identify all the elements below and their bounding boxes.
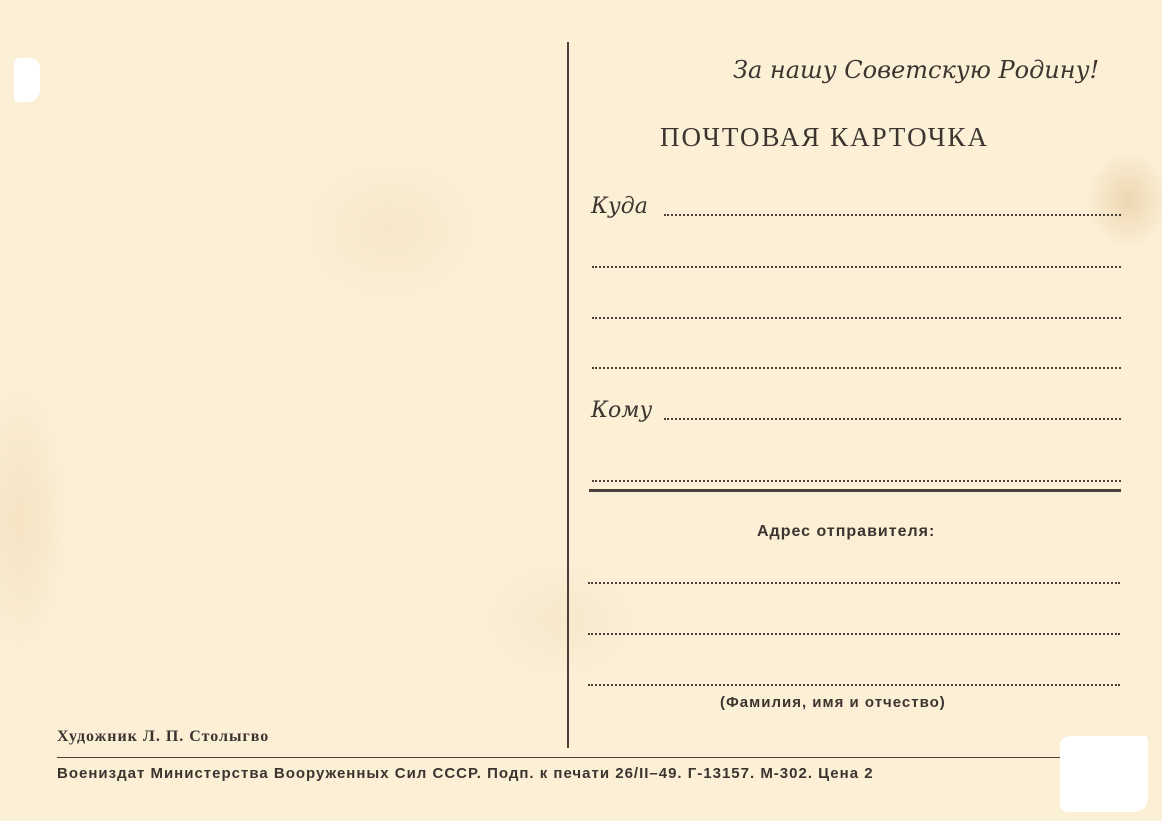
vertical-divider [567, 42, 569, 748]
to-whom-label: Кому [591, 398, 653, 423]
torn-corner-top-left [14, 58, 40, 102]
postcard-title: ПОЧТОВАЯ КАРТОЧКА [660, 122, 989, 152]
motto-text: За нашу Советскую Родину! [733, 56, 1100, 84]
sender-line-3[interactable] [588, 684, 1120, 686]
to-whom-line-2[interactable] [592, 480, 1121, 482]
sender-line-2[interactable] [588, 633, 1120, 635]
to-where-line-2[interactable] [592, 266, 1121, 268]
address-separator-rule [589, 489, 1121, 492]
publisher-imprint: Воениздат Министерства Вооруженных Сил СССР. Подп. к печати 26/II–49. Г-13157. М-302. Цена 2 [57, 765, 874, 782]
to-where-label: Куда [591, 194, 648, 219]
torn-corner-bottom-right [1060, 736, 1148, 812]
to-where-line-3[interactable] [592, 317, 1121, 319]
footer-rule [57, 757, 1060, 758]
to-whom-line-1[interactable] [664, 418, 1121, 420]
sender-name-hint: (Фамилия, имя и отчество) [720, 694, 946, 711]
to-where-line-1[interactable] [664, 214, 1121, 216]
to-where-line-4[interactable] [592, 367, 1121, 369]
artist-credit: Художник Л. П. Столыгво [57, 728, 270, 745]
sender-address-heading: Адрес отправителя: [757, 523, 936, 540]
sender-line-1[interactable] [588, 582, 1120, 584]
